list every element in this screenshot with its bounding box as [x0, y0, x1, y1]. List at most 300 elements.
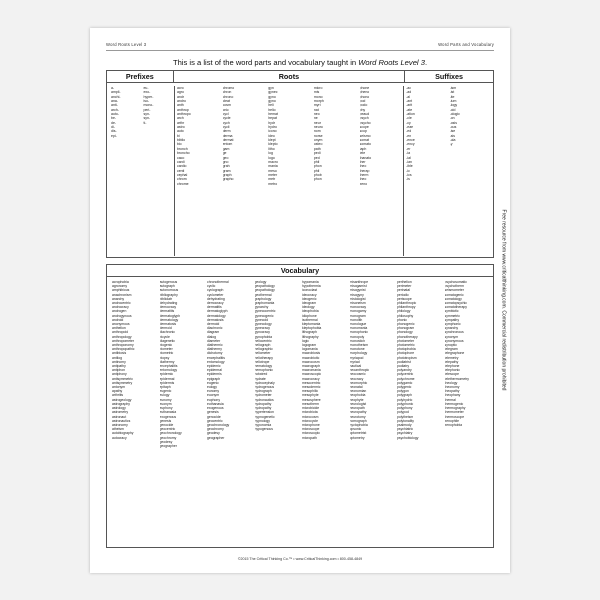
- word-entry: polyphony: [397, 406, 413, 411]
- word-entry: metro: [268, 181, 278, 186]
- word-entry: misogynist: [349, 288, 366, 293]
- word-entry: theo: [359, 177, 367, 182]
- vocabulary-column: [253, 280, 301, 546]
- word-entry: synonymous: [444, 338, 464, 343]
- word-entry: monotone: [349, 347, 365, 352]
- word-entry: anth: [176, 103, 184, 108]
- word-entry: logogram: [302, 343, 317, 348]
- word-entry: isothermal: [302, 317, 318, 322]
- word-entry: eunomy: [159, 397, 172, 402]
- word-entry: -ant: [406, 99, 413, 104]
- word-entry: mesophyte: [302, 393, 319, 398]
- word-entry: somato: [359, 142, 371, 147]
- word-entry: optometry: [349, 435, 365, 440]
- word-entry: polytonality: [397, 418, 414, 423]
- word-entry: cyclograph: [207, 288, 224, 293]
- word-entry: -logy: [449, 103, 458, 108]
- word-entry: telephone: [444, 364, 460, 369]
- word-entry: dermatoglyph: [159, 313, 181, 318]
- word-entry: psychosomatic: [444, 280, 467, 284]
- word-entry: misoneism: [349, 301, 366, 306]
- word-entry: misogamist: [349, 284, 367, 289]
- word-entry: gam: [222, 146, 230, 151]
- word-entry: photophobia: [397, 347, 416, 352]
- word-entry: antinomy: [112, 359, 126, 364]
- word-entry: phon: [313, 177, 322, 182]
- page-header: [90, 42, 510, 47]
- word-entry: polyandry: [397, 368, 412, 373]
- word-entry: path: [313, 146, 321, 151]
- word-entry: dis-: [111, 129, 117, 134]
- word-entry: anonymous: [112, 322, 130, 327]
- word-entry: dermat: [222, 138, 234, 143]
- word-entry: geodesy: [159, 439, 173, 444]
- word-entry: epidemic: [159, 372, 174, 377]
- word-entry: gyn: [268, 86, 274, 90]
- word-entry: chron: [222, 90, 232, 95]
- word-entry: diathermy: [159, 359, 175, 364]
- word-entry: telegram: [444, 347, 458, 352]
- word-entry: chrome: [176, 181, 189, 186]
- word-entry: phil: [313, 159, 320, 164]
- word-entry: gno: [222, 159, 229, 164]
- word-entry: genesis: [159, 418, 172, 423]
- word-entry: -ed: [406, 129, 412, 134]
- word-entry: nom: [313, 129, 321, 134]
- word-entry: astronaut: [112, 414, 127, 419]
- word-entry: androgynous: [112, 313, 132, 318]
- word-entry: mis: [313, 90, 320, 95]
- word-entry: syn-: [143, 116, 151, 121]
- word-entry: antisymmetric: [112, 376, 133, 381]
- word-entry: psychiatry: [397, 431, 413, 436]
- word-entry: hydrocephaly: [254, 380, 275, 385]
- word-entry: dermatitis: [159, 309, 175, 314]
- word-entry: grapho: [222, 177, 234, 182]
- word-entry: symmetric: [444, 313, 460, 318]
- word-entry: ge: [222, 151, 227, 156]
- word-entry: euonym: [207, 393, 220, 398]
- word-entry: graphology: [254, 296, 272, 301]
- word-entry: mesotherm: [302, 401, 319, 406]
- word-entry: dermatosis: [159, 322, 177, 327]
- word-entry: -ism: [449, 86, 457, 90]
- page-footer: ©2015 The Critical Thinking Co.™ • www.CriticalThinking.com • 800-458-4849: [237, 557, 363, 561]
- word-entry: metr: [268, 177, 276, 182]
- word-entry: theophany: [444, 393, 461, 398]
- word-entry: opsonic: [349, 427, 362, 432]
- word-entry: polygon: [397, 389, 409, 394]
- word-entry: phone: [359, 86, 370, 90]
- word-entry: bibliolatr: [159, 296, 173, 301]
- word-entry: neur: [313, 120, 321, 125]
- word-entry: cych: [222, 120, 230, 125]
- word-entry: hyponomia: [254, 422, 272, 427]
- word-entry: antisymmetry: [112, 380, 133, 385]
- word-entry: mono: [313, 94, 323, 99]
- word-entry: gynecogenic: [254, 313, 274, 318]
- roots-group: [174, 86, 403, 256]
- word-entry: thanato: [359, 155, 372, 160]
- vocabulary-column: [348, 280, 396, 546]
- word-entry: microscopic: [302, 431, 320, 436]
- word-entry: phonology: [397, 330, 413, 335]
- word-entry: philosophy: [397, 313, 414, 318]
- word-entry: ther: [359, 159, 366, 164]
- word-entry: ideogenic: [302, 296, 317, 301]
- vocabulary-banner: [107, 265, 493, 277]
- word-entry: polychrome: [397, 376, 415, 381]
- word-entry: microphone: [302, 422, 320, 427]
- word-entry: hepat: [268, 116, 277, 121]
- word-entry: macroscopic: [302, 372, 322, 377]
- prefixes-group: [109, 86, 174, 256]
- word-entry: mistologist: [349, 296, 366, 301]
- word-entry: logic: [302, 338, 309, 343]
- word-entry: peri-: [143, 107, 151, 112]
- word-entry: phy: [359, 107, 366, 112]
- word-entry: bibliography: [159, 292, 178, 297]
- word-entry: -en: [406, 133, 412, 138]
- word-entry: hypertension: [254, 410, 274, 415]
- word-parts-banner: [107, 71, 493, 83]
- word-entry: geocentric: [207, 418, 223, 423]
- word-entry: hypothermia: [302, 284, 321, 289]
- word-entry: pedi: [313, 151, 321, 156]
- word-entry: synonym: [444, 334, 459, 339]
- word-entry: ideo: [268, 133, 275, 138]
- word-entry: genesis: [207, 410, 219, 415]
- word-entry: -y: [449, 142, 453, 147]
- word-entry: idiophone: [302, 313, 317, 318]
- word-entry: -on: [449, 116, 455, 121]
- word-entry: -ate: [406, 107, 413, 112]
- word-entry: andr: [176, 94, 184, 99]
- word-entry: telegraphone: [444, 351, 465, 356]
- word-entry: xenophobia: [444, 422, 463, 427]
- word-entry: -ics: [406, 172, 412, 177]
- header-left: Word Roots Level 3: [106, 42, 147, 47]
- word-entry: biometric: [159, 351, 174, 356]
- word-entry: autobiography: [112, 431, 134, 436]
- word-entry: phon: [313, 164, 322, 169]
- word-entry: phonogram: [397, 326, 415, 331]
- word-entry: arthr: [176, 120, 185, 125]
- word-entry: geodesy: [207, 431, 220, 436]
- word-entry: optometrist: [349, 431, 367, 436]
- word-entry: monologue: [349, 322, 367, 327]
- word-entry: autograph: [159, 284, 175, 289]
- word-entry: ideology: [302, 305, 315, 310]
- word-entry: micro: [313, 86, 323, 90]
- word-entry: de-: [111, 120, 117, 125]
- word-entry: hypnology: [254, 418, 270, 423]
- word-entry: psychotherm: [444, 284, 464, 289]
- word-entry: epidermal: [207, 368, 222, 373]
- word-entry: diagenetic: [159, 338, 175, 343]
- word-entry: anthropo: [176, 112, 191, 117]
- word-entry: icono: [268, 129, 277, 134]
- word-entry: pheno: [359, 90, 370, 95]
- word-entry: -ac: [406, 86, 411, 90]
- word-entry: philanthropic: [397, 301, 417, 306]
- word-entry: thermometer: [444, 410, 464, 415]
- word-entry: hydro: [268, 125, 277, 130]
- header-right: Word Parts and Vocabulary: [438, 42, 494, 47]
- word-entry: anthropology: [112, 334, 132, 339]
- word-entry: macro: [268, 159, 278, 164]
- word-entry: neurologist: [349, 401, 367, 406]
- word-entry: arthritis: [112, 393, 124, 398]
- word-entry: gynec: [268, 90, 278, 95]
- word-entry: cleat: [222, 99, 230, 104]
- word-entry: ideocracy: [302, 292, 317, 297]
- word-entry: -sis: [449, 133, 456, 138]
- word-entry: nyctophobia: [349, 422, 368, 427]
- word-entry: lithography: [302, 334, 319, 339]
- word-entry: epi-: [111, 133, 117, 138]
- word-entry: cycle: [222, 116, 231, 121]
- word-entry: symphonic: [444, 322, 461, 327]
- roots-column: [221, 86, 267, 256]
- word-entry: -cle: [406, 116, 412, 121]
- word-entry: microscope: [302, 427, 320, 432]
- word-entry: anarchy: [112, 296, 125, 301]
- word-entry: periodic: [397, 292, 409, 297]
- word-entry: theopathy: [444, 389, 460, 394]
- word-entry: polypod: [397, 410, 409, 415]
- word-entry: hyper-: [143, 94, 154, 99]
- word-entry: perimeter: [397, 284, 412, 289]
- word-entry: -ad: [406, 90, 412, 95]
- word-entry: myri: [313, 103, 321, 108]
- word-entry: epigraph: [207, 376, 221, 381]
- suffixes-column: [404, 86, 447, 256]
- word-entry: polygenic: [397, 385, 412, 390]
- title-prefix: This is a list of the word parts and vocabulary taught in: [172, 58, 359, 67]
- roots-column: [266, 86, 312, 256]
- word-entry: heliotherapy: [254, 355, 273, 360]
- word-entry: diathermic: [207, 343, 223, 348]
- word-entry: monophonic: [349, 330, 368, 335]
- vocabulary-column: [300, 280, 348, 546]
- word-entry: peaud: [359, 112, 370, 117]
- word-entry: hydropathy: [254, 401, 272, 406]
- word-entry: periscope: [397, 296, 412, 301]
- word-entry: agronomy: [112, 284, 128, 289]
- word-entry: norse: [313, 133, 323, 138]
- word-entry: monotheism: [349, 343, 368, 348]
- word-entry: kleptophobia: [302, 326, 322, 331]
- word-entry: chronothermal: [207, 280, 229, 284]
- word-entry: myriad: [349, 359, 360, 364]
- word-entry: polytheism: [397, 414, 414, 419]
- word-parts-table: [106, 70, 494, 258]
- word-entry: autocracy: [112, 435, 127, 440]
- word-entry: -ium: [449, 99, 457, 104]
- word-entry: monolith: [349, 317, 363, 322]
- word-entry: heli: [268, 103, 274, 108]
- word-entry: mesophilic: [302, 389, 319, 394]
- vocabulary-column: [110, 280, 158, 546]
- word-entry: geocentric: [159, 427, 176, 432]
- word-entry: be-: [111, 116, 117, 121]
- word-entry: therm: [359, 172, 369, 177]
- word-entry: misogyny: [349, 292, 364, 297]
- word-entry: ideophobia: [302, 309, 319, 314]
- word-entry: geographer: [207, 435, 225, 440]
- word-entry: litho: [268, 146, 275, 151]
- word-entry: epitaph: [159, 385, 171, 390]
- word-entry: chromo: [222, 86, 235, 90]
- word-entry: microcycle: [302, 418, 319, 423]
- word-entry: antonym: [112, 385, 126, 390]
- title-italic: Word Roots Level 3: [358, 58, 425, 67]
- word-entry: -ence: [406, 138, 415, 143]
- word-entry: psalmody: [397, 422, 412, 427]
- word-entry: gynocracy: [254, 330, 270, 335]
- word-entry: euphony: [207, 397, 221, 402]
- word-entry: anthroponomy: [112, 343, 134, 348]
- word-entry: -ial: [406, 155, 411, 160]
- word-entry: onym: [313, 138, 323, 143]
- word-entry: epidermis: [159, 380, 175, 385]
- word-entry: telescope: [444, 372, 460, 377]
- word-entry: syn-: [143, 112, 151, 117]
- word-entry: therap: [359, 168, 370, 173]
- word-entry: encephalitis: [207, 355, 225, 360]
- word-entry: hydrograph: [254, 389, 272, 394]
- word-entry: theonomy: [444, 385, 460, 390]
- word-entry: geochronology: [159, 431, 182, 436]
- word-entry: hypnogenetic: [254, 414, 275, 419]
- vocabulary-table: [106, 264, 494, 548]
- word-entry: seismo: [359, 133, 371, 138]
- word-entry: eulogy: [159, 393, 170, 398]
- word-entry: biopsy: [159, 355, 170, 360]
- word-entry: androgen: [112, 309, 127, 314]
- word-entry: scope: [359, 125, 369, 130]
- word-entry: -ency: [406, 142, 415, 147]
- word-entry: theology: [444, 380, 458, 385]
- document-page: [90, 28, 510, 573]
- word-entry: ped: [313, 155, 320, 160]
- word-entry: -ologic: [449, 112, 460, 117]
- word-entry: telethermometry: [444, 376, 469, 381]
- word-entry: dermatitis: [207, 305, 222, 310]
- word-entry: monomania: [349, 326, 368, 331]
- word-entry: biblio: [176, 138, 186, 143]
- word-entry: diathermy: [207, 347, 222, 352]
- word-entry: astrogeology: [112, 397, 132, 402]
- word-entry: perihelion: [397, 280, 412, 284]
- word-entry: phob: [313, 172, 322, 177]
- word-entry: phonotherapy: [397, 334, 418, 339]
- word-entry: meso: [268, 168, 277, 173]
- word-entry: hydr: [268, 120, 276, 125]
- word-entry: misanthrope: [349, 280, 369, 284]
- word-entry: mania: [268, 164, 278, 169]
- word-entry: monogamy: [349, 309, 367, 314]
- word-entry: acro: [176, 86, 184, 90]
- word-entry: mesodermic: [302, 385, 321, 390]
- word-entry: dermoid: [207, 322, 220, 327]
- word-entry: diagram: [207, 330, 220, 335]
- word-entry: lithograph: [302, 330, 317, 335]
- word-entry: cardio: [176, 164, 187, 169]
- word-entry: exogenous: [159, 414, 177, 419]
- word-entry: cyclometer: [207, 292, 224, 297]
- word-entry: podiatry: [397, 364, 410, 369]
- word-entry: monostich: [349, 338, 365, 343]
- word-entry: taph: [359, 146, 367, 151]
- word-entry: bicycle: [159, 334, 170, 339]
- word-entry: anthropometer: [112, 338, 135, 343]
- word-entry: hydropathy: [254, 406, 272, 411]
- word-entry: phonic: [397, 317, 407, 322]
- word-entry: ideogram: [302, 301, 317, 306]
- word-entry: dehydrating: [159, 301, 178, 306]
- word-entry: gynecocentric: [254, 309, 276, 314]
- word-entry: arch-: [111, 107, 119, 112]
- word-entry: biogenic: [159, 343, 173, 348]
- word-entry: heliometer: [254, 351, 271, 356]
- word-entry: gyno: [268, 99, 276, 104]
- word-entry: mesocentric: [302, 380, 321, 385]
- word-entry: psychiatric: [397, 427, 414, 432]
- word-entry: dermatology: [207, 313, 226, 318]
- word-entry: broncho: [176, 151, 190, 156]
- word-entry: -eae: [406, 125, 414, 130]
- word-entry: auto-: [111, 112, 119, 117]
- page-title: [90, 58, 510, 67]
- word-entry: psycho: [359, 120, 371, 125]
- word-entry: hydrometer: [254, 393, 272, 398]
- word-entry: eugenic: [159, 389, 172, 394]
- word-entry: gynecracy: [254, 326, 270, 331]
- word-entry: logomania: [302, 347, 318, 352]
- word-entry: nautical: [349, 364, 362, 369]
- word-entry: dialog: [207, 334, 217, 339]
- word-entry: scop: [359, 129, 367, 134]
- roots-column: [175, 86, 221, 256]
- word-entry: xeno: [359, 181, 368, 186]
- word-entry: myriapod: [349, 355, 364, 360]
- roots-heading: Roots: [173, 71, 405, 82]
- word-entry: chrom: [176, 177, 187, 182]
- word-entry: cosm: [222, 103, 231, 108]
- word-entry: geopathology: [254, 288, 275, 293]
- word-entry: astrology: [112, 406, 126, 411]
- word-entry: graphomania: [254, 301, 275, 306]
- word-entry: -ation: [406, 112, 415, 117]
- word-entry: cephal: [176, 172, 188, 177]
- title-suffix: .: [424, 58, 428, 67]
- roots-column: [312, 86, 358, 256]
- word-entry: gynecoid: [254, 317, 269, 322]
- word-entry: autogenous: [159, 280, 178, 284]
- word-entry: synoptic: [444, 343, 457, 348]
- word-entry: telephonic: [444, 368, 460, 373]
- word-entry: -ible: [406, 164, 413, 169]
- word-entry: monogram: [349, 313, 366, 318]
- word-entry: epidermal: [159, 376, 175, 381]
- word-entry: antiphon: [112, 368, 126, 373]
- word-entry: geochronology: [207, 422, 230, 427]
- word-entry: macrocracy: [302, 376, 320, 381]
- word-entry: somat: [359, 138, 370, 143]
- word-entry: antipathy: [112, 364, 126, 369]
